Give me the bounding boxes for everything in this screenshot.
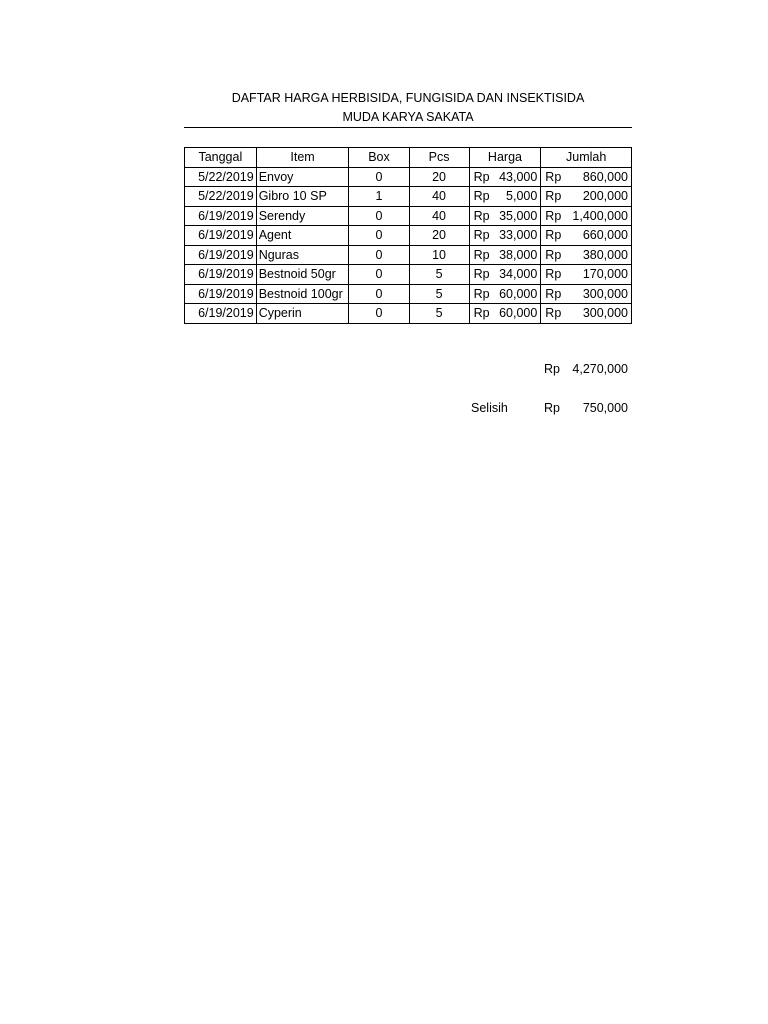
amount-value: 43,000 xyxy=(499,169,538,184)
cell-jumlah xyxy=(541,245,632,265)
column-header-item: Item xyxy=(256,148,349,168)
cell-harga xyxy=(469,206,541,226)
cell-tanggal: 6/19/2019 xyxy=(185,304,257,324)
table-row xyxy=(185,187,632,207)
grand-total xyxy=(544,362,628,376)
amount-value: 38,000 xyxy=(499,247,538,262)
column-header-tanggal: Tanggal xyxy=(185,148,257,168)
cell-harga xyxy=(469,226,541,246)
currency-label: Rp xyxy=(545,267,562,282)
amount-value: 60,000 xyxy=(499,286,538,301)
cell-tanggal: 6/19/2019 xyxy=(185,245,257,265)
cell-jumlah xyxy=(541,284,632,304)
cell-tanggal: 5/22/2019 xyxy=(185,167,257,187)
cell-jumlah xyxy=(541,226,632,246)
document-subtitle: MUDA KARYA SAKATA xyxy=(342,110,474,124)
amount-value: 200,000 xyxy=(582,189,628,204)
amount-value: 380,000 xyxy=(582,247,628,262)
cell-tanggal: 6/19/2019 xyxy=(185,284,257,304)
cell-item: Bestnoid 50gr xyxy=(256,265,349,285)
cell-pcs: 5 xyxy=(409,304,469,324)
cell-tanggal: 6/19/2019 xyxy=(185,265,257,285)
cell-box: 1 xyxy=(349,187,409,207)
cell-tanggal: 6/19/2019 xyxy=(185,226,257,246)
cell-tanggal: 5/22/2019 xyxy=(185,187,257,207)
cell-pcs: 20 xyxy=(409,167,469,187)
amount-value: 660,000 xyxy=(582,228,628,243)
currency-label: Rp xyxy=(545,286,562,301)
cell-pcs: 40 xyxy=(409,206,469,226)
table-row xyxy=(185,284,632,304)
currency-label: Rp xyxy=(473,169,490,184)
table-header-row xyxy=(185,148,632,168)
currency-label: Rp xyxy=(473,189,490,204)
table-row xyxy=(185,206,632,226)
cell-pcs: 5 xyxy=(409,284,469,304)
cell-box: 0 xyxy=(349,284,409,304)
cell-box: 0 xyxy=(349,245,409,265)
selisih-label: Selisih xyxy=(471,401,508,415)
column-header-pcs: Pcs xyxy=(409,148,469,168)
cell-jumlah xyxy=(541,167,632,187)
cell-box: 0 xyxy=(349,226,409,246)
amount-value: 860,000 xyxy=(582,169,628,184)
amount-value: 170,000 xyxy=(582,267,628,282)
cell-item: Cyperin xyxy=(256,304,349,324)
currency-label: Rp xyxy=(545,228,562,243)
column-header-harga: Harga xyxy=(469,148,541,168)
currency-label: Rp xyxy=(545,169,562,184)
table-row xyxy=(185,304,632,324)
cell-jumlah xyxy=(541,265,632,285)
cell-harga xyxy=(469,284,541,304)
table-row xyxy=(185,245,632,265)
column-header-jumlah: Jumlah xyxy=(541,148,632,168)
cell-harga xyxy=(469,245,541,265)
selisih-currency: Rp xyxy=(544,401,560,415)
table-row xyxy=(185,167,632,187)
currency-label: Rp xyxy=(473,208,490,223)
cell-harga xyxy=(469,167,541,187)
cell-box: 0 xyxy=(349,265,409,285)
price-table xyxy=(184,147,632,324)
grand-total-amount: 4,270,000 xyxy=(572,362,628,376)
cell-pcs: 40 xyxy=(409,187,469,207)
document-title: DAFTAR HARGA HERBISIDA, FUNGISIDA DAN INSEKTISIDA xyxy=(231,91,585,105)
cell-harga xyxy=(469,187,541,207)
cell-item: Envoy xyxy=(256,167,349,187)
amount-value: 33,000 xyxy=(499,228,538,243)
title-divider xyxy=(184,127,632,128)
currency-label: Rp xyxy=(473,228,490,243)
cell-item: Agent xyxy=(256,226,349,246)
cell-item: Gibro 10 SP xyxy=(256,187,349,207)
cell-harga xyxy=(469,265,541,285)
currency-label: Rp xyxy=(545,189,562,204)
currency-label: Rp xyxy=(545,208,562,223)
table-row xyxy=(185,226,632,246)
selisih-total xyxy=(544,401,628,415)
selisih-amount: 750,000 xyxy=(582,401,628,415)
cell-box: 0 xyxy=(349,206,409,226)
currency-label: Rp xyxy=(473,267,490,282)
cell-pcs: 10 xyxy=(409,245,469,265)
currency-label: Rp xyxy=(473,286,490,301)
table-row xyxy=(185,265,632,285)
amount-value: 60,000 xyxy=(499,306,538,321)
amount-value: 300,000 xyxy=(582,286,628,301)
amount-value: 1,400,000 xyxy=(572,208,628,223)
amount-value: 34,000 xyxy=(499,267,538,282)
column-header-box: Box xyxy=(349,148,409,168)
cell-item: Nguras xyxy=(256,245,349,265)
cell-jumlah xyxy=(541,304,632,324)
currency-label: Rp xyxy=(545,306,562,321)
cell-item: Serendy xyxy=(256,206,349,226)
cell-item: Bestnoid 100gr xyxy=(256,284,349,304)
amount-value: 5,000 xyxy=(506,189,538,204)
currency-label: Rp xyxy=(473,247,490,262)
currency-label: Rp xyxy=(545,247,562,262)
cell-harga xyxy=(469,304,541,324)
amount-value: 35,000 xyxy=(499,208,538,223)
cell-box: 0 xyxy=(349,304,409,324)
cell-box: 0 xyxy=(349,167,409,187)
cell-jumlah xyxy=(541,187,632,207)
currency-label: Rp xyxy=(473,306,490,321)
cell-pcs: 5 xyxy=(409,265,469,285)
amount-value: 300,000 xyxy=(582,306,628,321)
cell-tanggal: 6/19/2019 xyxy=(185,206,257,226)
cell-pcs: 20 xyxy=(409,226,469,246)
cell-jumlah xyxy=(541,206,632,226)
grand-total-currency: Rp xyxy=(544,362,560,376)
